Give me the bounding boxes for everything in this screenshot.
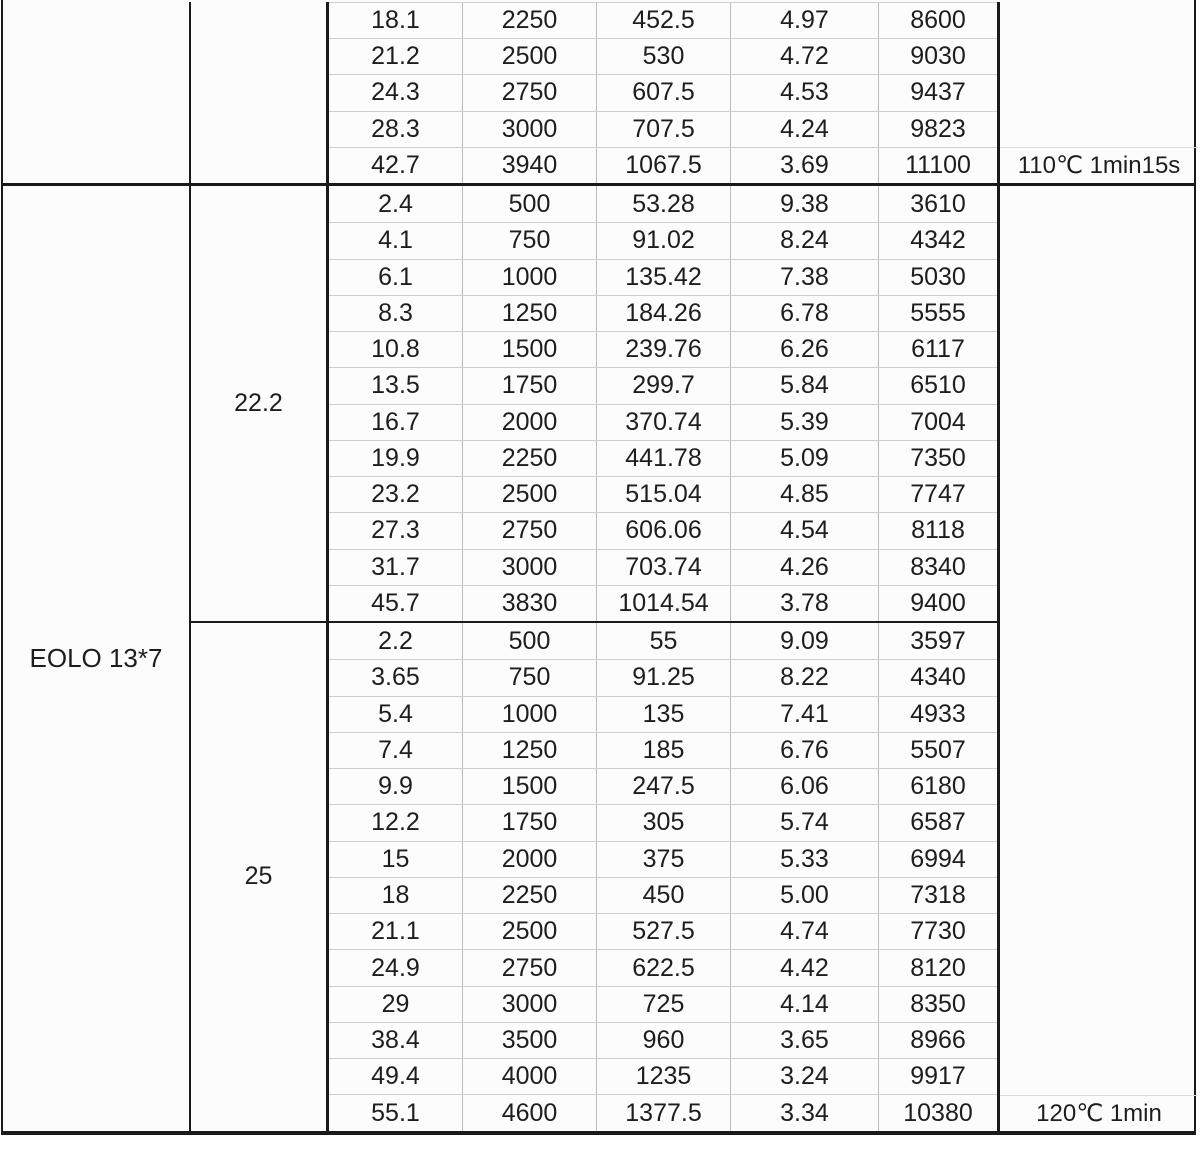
pitch-data-column (191, 186, 997, 1131)
table-row (329, 74, 997, 110)
data-cell: 2500 (463, 477, 597, 512)
data-cell: 527.5 (597, 914, 731, 949)
data-cell: 9.09 (731, 623, 879, 659)
data-cell: 4.54 (731, 513, 879, 548)
data-cell: 452.5 (597, 3, 731, 38)
table-row (329, 512, 997, 548)
data-cell: 3.34 (731, 1095, 879, 1130)
data-cell: 3597 (910, 626, 966, 655)
data-cell: 10380 (903, 1098, 973, 1127)
data-cell: 42.7 (329, 148, 463, 183)
data-cell: 31.7 (329, 550, 463, 585)
data-cell: 7.38 (731, 260, 879, 295)
pitch-cell-25: 25 (191, 623, 329, 1131)
data-cell: 7747 (910, 480, 966, 509)
data-cell: 2250 (463, 3, 597, 38)
data-cell: 5555 (910, 298, 966, 327)
data-cell: 4600 (463, 1095, 597, 1130)
data-cell: 5.4 (329, 697, 463, 732)
data-cell: 4.42 (731, 950, 879, 985)
data-cell: 3000 (463, 987, 597, 1022)
data-cell: 5.33 (731, 842, 879, 877)
data-cell: 8118 (911, 516, 965, 545)
data-cell: 9437 (910, 78, 966, 107)
table-row (329, 259, 997, 295)
data-cell: 1500 (463, 769, 597, 804)
data-cell: 4340 (910, 663, 966, 692)
data-cell: 1250 (463, 733, 597, 768)
data-cell: 3.69 (731, 148, 879, 183)
data-cell: 6994 (910, 844, 966, 873)
table-row (329, 440, 997, 476)
data-cell: 1000 (463, 697, 597, 732)
data-cell: 450 (597, 878, 731, 913)
table-row (329, 404, 997, 440)
data-cell: 38.4 (329, 1023, 463, 1058)
table-row (329, 38, 997, 74)
sub-section-22-2 (191, 186, 997, 621)
data-cell: 9917 (910, 1062, 966, 1091)
data-cell: 1750 (463, 368, 597, 403)
data-cell: 5.00 (731, 878, 879, 913)
data-cell: 7730 (910, 917, 966, 946)
data-cell: 135.42 (597, 260, 731, 295)
data-cell: 6117 (911, 335, 965, 364)
data-cell: 6587 (910, 808, 966, 837)
data-cell: 55 (597, 623, 731, 659)
model-cell: EOLO 13*7 (3, 186, 191, 1131)
data-cell: 750 (463, 223, 597, 258)
table-row (329, 1094, 997, 1130)
data-cell: 10.8 (329, 332, 463, 367)
data-grid-25 (329, 623, 997, 1131)
data-cell: 3000 (463, 550, 597, 585)
note-cell: 110℃ 1min15s (1000, 147, 1198, 183)
data-cell: 1235 (597, 1059, 731, 1094)
data-cell: 8.22 (731, 660, 879, 695)
sub-section-25 (191, 623, 997, 1131)
data-cell: 3500 (463, 1023, 597, 1058)
data-cell: 9.38 (731, 186, 879, 222)
data-cell: 239.76 (597, 332, 731, 367)
table-row (329, 111, 997, 147)
data-cell: 3.65 (731, 1023, 879, 1058)
data-cell: 8350 (910, 989, 966, 1018)
table-row (329, 804, 997, 840)
data-cell: 4.72 (731, 39, 879, 74)
table-section-eolo-13x7 (3, 186, 1194, 1131)
table-row (329, 186, 997, 222)
data-grid-top (329, 2, 997, 183)
data-cell: 13.5 (329, 368, 463, 403)
table-row (329, 222, 997, 258)
data-cell: 4.24 (731, 112, 879, 147)
data-cell: 2000 (463, 405, 597, 440)
data-cell: 6.06 (731, 769, 879, 804)
table-section-top (3, 2, 1194, 183)
notes-cell-top (997, 2, 1198, 183)
data-cell: 5.74 (731, 805, 879, 840)
data-cell: 4342 (910, 226, 966, 255)
data-cell: 19.9 (329, 441, 463, 476)
data-cell: 16.7 (329, 405, 463, 440)
data-cell: 1500 (463, 332, 597, 367)
data-cell: 6.26 (731, 332, 879, 367)
data-cell: 622.5 (597, 950, 731, 985)
data-cell: 6180 (910, 772, 966, 801)
data-cell: 6510 (910, 371, 966, 400)
data-cell: 9823 (910, 114, 966, 143)
data-cell: 2750 (463, 950, 597, 985)
pitch-cell-top (191, 2, 329, 183)
data-cell: 1377.5 (597, 1095, 731, 1130)
data-cell: 2250 (463, 878, 597, 913)
table-row (329, 623, 997, 659)
data-cell: 2750 (463, 75, 597, 110)
data-cell: 24.9 (329, 950, 463, 985)
data-cell: 4.53 (731, 75, 879, 110)
data-cell: 703.74 (597, 550, 731, 585)
data-cell: 7004 (910, 407, 966, 436)
data-cell: 6.1 (329, 260, 463, 295)
data-cell: 1000 (463, 260, 597, 295)
data-cell: 9030 (910, 42, 966, 71)
table-row (329, 585, 997, 621)
data-cell: 4.74 (731, 914, 879, 949)
table-row (329, 367, 997, 403)
data-cell: 6.76 (731, 733, 879, 768)
data-cell: 607.5 (597, 75, 731, 110)
table-row (329, 659, 997, 695)
data-cell: 9400 (910, 588, 966, 617)
data-cell: 3.78 (731, 586, 879, 621)
data-cell: 606.06 (597, 513, 731, 548)
data-cell: 4.26 (731, 550, 879, 585)
data-cell: 8.24 (731, 223, 879, 258)
data-cell: 55.1 (329, 1095, 463, 1130)
data-cell: 4.85 (731, 477, 879, 512)
data-cell: 500 (463, 623, 597, 659)
data-cell: 5030 (910, 262, 966, 291)
data-cell: 707.5 (597, 112, 731, 147)
table-row (329, 877, 997, 913)
data-cell: 3610 (910, 189, 966, 218)
data-cell: 725 (597, 987, 731, 1022)
table-row (329, 696, 997, 732)
data-cell: 9.9 (329, 769, 463, 804)
data-cell: 3.24 (731, 1059, 879, 1094)
table-row (329, 476, 997, 512)
pitch-cell-22-2: 22.2 (191, 186, 329, 621)
data-cell: 15 (329, 842, 463, 877)
data-cell: 2.2 (329, 623, 463, 659)
data-cell: 21.1 (329, 914, 463, 949)
data-cell: 7.4 (329, 733, 463, 768)
data-cell: 8340 (910, 552, 966, 581)
data-cell: 91.02 (597, 223, 731, 258)
data-cell: 3000 (463, 112, 597, 147)
data-cell: 5.39 (731, 405, 879, 440)
table-row (329, 732, 997, 768)
performance-table (1, 0, 1196, 1135)
data-cell: 24.3 (329, 75, 463, 110)
data-cell: 750 (463, 660, 597, 695)
data-cell: 247.5 (597, 769, 731, 804)
table-row (329, 295, 997, 331)
data-cell: 4000 (463, 1059, 597, 1094)
data-cell: 29 (329, 987, 463, 1022)
data-cell: 6.78 (731, 296, 879, 331)
data-cell: 4933 (910, 699, 966, 728)
data-cell: 49.4 (329, 1059, 463, 1094)
data-cell: 1250 (463, 296, 597, 331)
data-cell: 8120 (910, 953, 966, 982)
data-cell: 4.14 (731, 987, 879, 1022)
data-cell: 305 (597, 805, 731, 840)
table-row (329, 913, 997, 949)
data-cell: 2.4 (329, 186, 463, 222)
model-cell-top (3, 2, 191, 183)
data-cell: 7318 (910, 880, 966, 909)
table-row (329, 768, 997, 804)
data-cell: 18.1 (329, 3, 463, 38)
data-cell: 2250 (463, 441, 597, 476)
data-cell: 53.28 (597, 186, 731, 222)
data-cell: 441.78 (597, 441, 731, 476)
data-cell: 530 (597, 39, 731, 74)
data-cell: 5507 (910, 735, 966, 764)
data-cell: 27.3 (329, 513, 463, 548)
data-cell: 4.1 (329, 223, 463, 258)
table-row (329, 147, 997, 183)
data-cell: 8.3 (329, 296, 463, 331)
data-cell: 23.2 (329, 477, 463, 512)
data-cell: 2750 (463, 513, 597, 548)
data-cell: 299.7 (597, 368, 731, 403)
note-cell: 120℃ 1min (1000, 1095, 1198, 1131)
data-cell: 185 (597, 733, 731, 768)
data-cell: 91.25 (597, 660, 731, 695)
table-row (329, 2, 997, 38)
data-cell: 375 (597, 842, 731, 877)
table-row (329, 331, 997, 367)
data-cell: 2000 (463, 842, 597, 877)
data-cell: 3940 (463, 148, 597, 183)
data-cell: 960 (597, 1023, 731, 1058)
data-cell: 1067.5 (597, 148, 731, 183)
notes-cell-main (997, 186, 1198, 1131)
data-cell: 4.97 (731, 3, 879, 38)
data-cell: 135 (597, 697, 731, 732)
data-cell: 515.04 (597, 477, 731, 512)
data-cell: 3830 (463, 586, 597, 621)
data-cell: 500 (463, 186, 597, 222)
data-cell: 21.2 (329, 39, 463, 74)
data-cell: 5.84 (731, 368, 879, 403)
data-cell: 8600 (910, 6, 966, 35)
table-row (329, 841, 997, 877)
data-grid-22-2 (329, 186, 997, 621)
data-cell: 5.09 (731, 441, 879, 476)
data-cell: 8966 (910, 1026, 966, 1055)
data-cell: 2500 (463, 39, 597, 74)
data-cell: 18 (329, 878, 463, 913)
data-cell: 28.3 (329, 112, 463, 147)
table-row (329, 1058, 997, 1094)
table-row (329, 1022, 997, 1058)
data-cell: 11100 (905, 150, 971, 179)
data-cell: 1750 (463, 805, 597, 840)
table-row (329, 949, 997, 985)
data-cell: 45.7 (329, 586, 463, 621)
data-cell: 370.74 (597, 405, 731, 440)
data-cell: 1014.54 (597, 586, 731, 621)
data-cell: 184.26 (597, 296, 731, 331)
data-cell: 7350 (910, 443, 966, 472)
table-row (329, 986, 997, 1022)
data-cell: 3.65 (329, 660, 463, 695)
table-row (329, 549, 997, 585)
data-cell: 12.2 (329, 805, 463, 840)
data-cell: 2500 (463, 914, 597, 949)
data-cell: 7.41 (731, 697, 879, 732)
